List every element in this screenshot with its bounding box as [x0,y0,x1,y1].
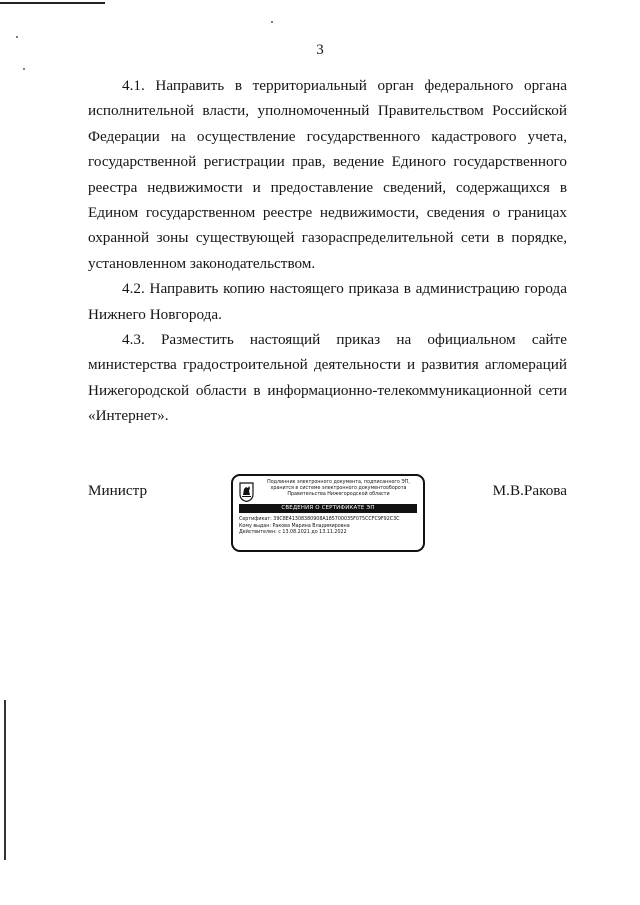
electronic-signature-stamp [231,474,425,552]
page-number: 3 [316,42,324,58]
signer-position: Министр [88,482,148,499]
document-body [88,73,567,429]
certificate-line [239,517,400,524]
scan-speck [16,36,18,38]
scan-left-edge-mark [4,700,6,860]
validity-value: с 13.08.2021 до 13.11.2022 [278,530,347,536]
scan-speck [271,21,273,23]
top-edge-rule [0,2,105,4]
stamp-details [239,517,400,537]
stamp-caption: Подлинник электронного документа, подписанного ЭП, хранится в системе электронного документооборота Правительства Нижегородской области [267,480,410,498]
issued-to-value: Ракова Марина Владимировна [272,523,350,529]
paragraph-4-1: 4.1. Направить в территориальный орган федерального органа исполнительной власти, уполномоченный Правительством Российской Федерации на осуществление государственного кадастрового учета, государственной регистрации прав, ведение Единого государственного реестра недвижимости и предоставление сведений, содержащихся в Едином государственном реестре недвижимости, сведения о границах охранной зоны существующей газораспределительной сети в порядке, установленном законодательством. [88,77,567,272]
issued-to-label: Кому выдан: [239,523,271,529]
paragraph-4-2: 4.2. Направить копию настоящего приказа в администрацию города Нижнего Новгорода. [88,280,567,323]
paragraph-4-3: 4.3. Разместить настоящий приказ на официальном сайте министерства градостроительной деятельности и развития агломераций Нижегородской области в информационно-телекоммуникационной сети «Интернет». [88,331,567,425]
signature-block [88,474,567,564]
signer-name: М.В.Ракова [492,482,567,499]
scan-speck [23,68,25,70]
validity-label: Действителен: [239,530,277,536]
certificate-value: 39C8E41308380908A185700035F075CCFC9F92C3C [273,517,400,522]
certificate-label: Сертификат: [239,517,272,522]
stamp-header: СВЕДЕНИЯ О СЕРТИФИКАТЕ ЭП [239,504,417,513]
validity-line [239,530,400,537]
nizhny-novgorod-coat-of-arms-icon [239,482,254,502]
